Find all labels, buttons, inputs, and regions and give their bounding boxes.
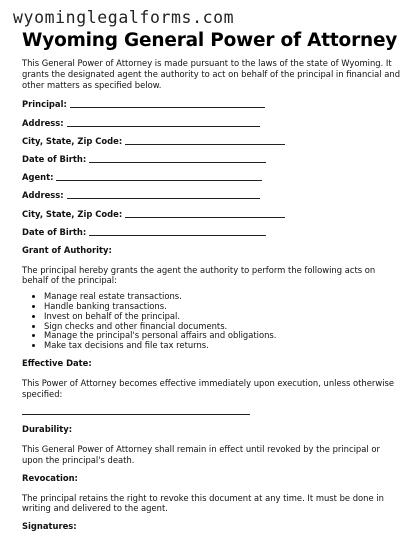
durability-heading: Durability: xyxy=(22,424,73,435)
list-item: • Manage real estate transactions. xyxy=(44,292,402,302)
document-body xyxy=(22,58,402,532)
principal-label: Principal: xyxy=(22,99,67,110)
grant-heading: Grant of Authority: xyxy=(22,244,112,255)
agent-city-input-line[interactable] xyxy=(125,209,285,218)
agent-dob-input-line[interactable] xyxy=(89,227,266,236)
principal-dob-input-line[interactable] xyxy=(89,154,266,163)
intro-paragraph: This General Power of Attorney is made pursuant to the laws of the state of Wyoming. It grants the designated agent the authority to act on behalf of the principal in financial and other matters as specified below. xyxy=(22,58,401,90)
principal-field xyxy=(22,99,402,117)
agent-label: Agent: xyxy=(22,172,54,183)
principal-address-field xyxy=(22,118,402,136)
agent-address-input-line[interactable] xyxy=(67,190,260,199)
effective-heading: Effective Date: xyxy=(22,358,92,369)
agent-address-field xyxy=(22,190,402,208)
agent-input-line[interactable] xyxy=(56,172,262,181)
effective-text: This Power of Attorney becomes effective immediately upon execution, unless otherwise specified: xyxy=(22,377,395,399)
site-url: wyominglegalforms.com xyxy=(13,8,235,27)
principal-address-input-line[interactable] xyxy=(67,118,260,127)
list-item: • Sign checks and other financial documents. xyxy=(44,322,402,332)
agent-city-field xyxy=(22,209,402,227)
principal-city-label: City, State, Zip Code: xyxy=(22,135,123,146)
durability-text: This General Power of Attorney shall remain in effect until revoked by the principal or upon the principal's death. xyxy=(22,444,380,466)
list-item: • Manage the principal's personal affairs and obligations. xyxy=(44,331,402,341)
revocation-heading: Revocation: xyxy=(22,472,78,483)
revocation-text: The principal retains the right to revoke this document at any time. It must be done in writing and delivered to the agent. xyxy=(22,492,384,514)
agent-dob-field xyxy=(22,227,402,245)
principal-dob-field xyxy=(22,154,402,172)
principal-input-line[interactable] xyxy=(70,99,265,108)
agent-city-label: City, State, Zip Code: xyxy=(22,208,123,219)
agent-field xyxy=(22,172,402,190)
principal-city-input-line[interactable] xyxy=(125,136,285,145)
principal-dob-label: Date of Birth: xyxy=(22,153,87,164)
signatures-heading: Signatures: xyxy=(22,521,77,532)
list-item: • Make tax decisions and file tax returns. xyxy=(44,341,402,351)
list-item: • Handle banking transactions. xyxy=(44,302,402,312)
agent-dob-label: Date of Birth: xyxy=(22,226,87,237)
principal-address-label: Address: xyxy=(22,117,64,128)
principal-city-field xyxy=(22,136,402,154)
list-item: • Invest on behalf of the principal. xyxy=(44,312,402,322)
agent-address-label: Address: xyxy=(22,190,64,201)
grant-list xyxy=(22,292,402,351)
grant-text: The principal hereby grants the agent the authority to perform the following acts on behalf of the principal: xyxy=(22,264,376,286)
document-title: Wyoming General Power of Attorney xyxy=(22,30,398,51)
